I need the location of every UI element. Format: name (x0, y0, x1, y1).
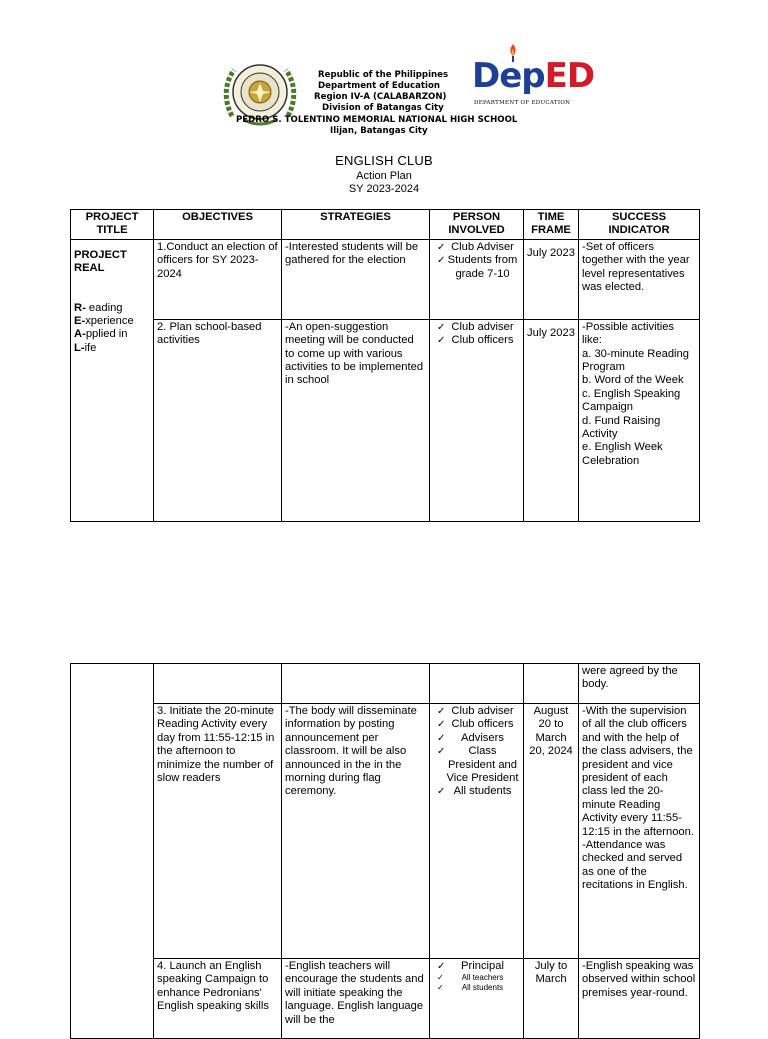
objective-cell (154, 664, 282, 704)
time-value: July 2023 (527, 326, 575, 339)
time-value: July 2023 (527, 246, 575, 259)
person-item: ✓ All students (433, 785, 520, 798)
header-person-involved: PERSON INVOLVED (430, 210, 524, 240)
deped-wordmark-dep: Dep (472, 56, 545, 96)
header-time-frame: TIME FRAME (524, 210, 579, 240)
header-line-address: Ilijan, Batangas City (330, 126, 428, 136)
person-item: ✓ Advisers (433, 732, 520, 745)
document-school-year: SY 2023-2024 (348, 183, 420, 195)
deped-subtitle: DEPARTMENT OF EDUCATION (474, 100, 571, 106)
person-item: ✓ Class President and Vice President (433, 745, 520, 785)
indicator-cell: -With the supervision of all the club officers and with the help of the class advisers, the president and vice president of each class led the 20-minute Reading Activity every 11:55-12:15 in the afternoon. -Attendance was checked and served as one of the recitations in English. (579, 704, 700, 959)
person-item: ✓ Club Adviser (433, 241, 520, 254)
objective-cell: 3. Initiate the 20-minute Reading Activity every day from 11:55-12:15 in the afternoon to minimize the number of slow readers (154, 704, 282, 959)
project-title: PROJECT REAL (74, 248, 127, 275)
acronym-line: R- eading (74, 301, 123, 314)
time-cell: August 20 to March 20, 2024 (524, 704, 579, 959)
strategy-cell: -English teachers will encourage the students and will initiate speaking the language. English language will be the (282, 959, 430, 1039)
header-line-division: Division of Batangas City (322, 103, 444, 113)
indicator-intro: -Possible activities like: (582, 320, 675, 347)
indicator-cell (579, 319, 700, 521)
objective-cell: 2. Plan school-based activities (154, 319, 282, 521)
header-success-indicator: SUCCESS INDICATOR (579, 210, 700, 240)
person-item: ✓ Principal (433, 960, 520, 973)
table-row (71, 959, 700, 1039)
time-cell (524, 664, 579, 704)
header-line-region: Region IV-A (CALABARZON) (314, 92, 447, 102)
table-row (71, 319, 700, 521)
project-acronym (74, 302, 150, 356)
persons-cell (430, 704, 524, 959)
persons-cell (430, 959, 524, 1039)
persons-cell (430, 239, 524, 319)
persons-list (433, 705, 520, 799)
header-objectives: OBJECTIVES (154, 210, 282, 240)
objective-cell: 1.Conduct an election of officers for SY 2023-2024 (154, 239, 282, 319)
persons-cell (430, 319, 524, 521)
indicator-cell: were agreed by the body. (579, 664, 700, 704)
indicator-item: a. 30-minute Reading Program (582, 347, 689, 374)
person-item: ✓ Students from grade 7-10 (433, 254, 520, 281)
document-subtitle: Action Plan (356, 170, 412, 182)
acronym-line: A-pplied in (74, 328, 128, 341)
deped-wordmark-ed: ED (544, 56, 595, 96)
indicator-item: b. Word of the Week (582, 374, 684, 387)
time-cell: July to March (524, 959, 579, 1039)
table-header-row (71, 210, 700, 240)
header-project-title: PROJECT TITLE (71, 210, 154, 240)
acronym-line: L-ife (74, 341, 97, 354)
project-title-cell (71, 664, 154, 1039)
persons-list (433, 321, 520, 348)
strategy-cell: -The body will disseminate information by posting announcement per classroom. It will be also announced in the in the morning during flag ceremony. (282, 704, 430, 959)
header-line-republic: Republic of the Philippines (318, 70, 449, 80)
header-line-department: Department of Education (318, 81, 441, 91)
project-title-cell (71, 239, 154, 521)
indicator-cell: -English speaking was observed within school premises year-round. (579, 959, 700, 1039)
deped-logo (472, 44, 595, 114)
indicator-item: c. English Speaking Campaign (582, 387, 681, 414)
table-row (71, 239, 700, 319)
persons-list-small (433, 973, 520, 993)
deped-wordmark (472, 58, 594, 94)
persons-cell (430, 664, 524, 704)
person-item: ✓ All students (433, 983, 520, 993)
header-strategies: STRATEGIES (282, 210, 430, 240)
acronym-line: E-xperience (74, 315, 134, 328)
indicator-item: d. Fund Raising Activity (582, 414, 661, 441)
person-item: ✓ Club officers (433, 718, 520, 731)
time-cell (524, 239, 579, 319)
person-item: ✓ Club officers (433, 334, 520, 347)
person-item: ✓ All teachers (433, 973, 520, 983)
person-item: ✓ Club adviser (433, 321, 520, 334)
strategy-cell (282, 664, 430, 704)
document-title: ENGLISH CLUB (335, 153, 433, 168)
strategy-cell: -An open-suggestion meeting will be conducted to come up with various activities to be implemented in school (282, 319, 430, 521)
action-plan-table-page-1 (70, 209, 700, 522)
person-item: ✓ Club adviser (433, 705, 520, 718)
indicator-item: e. English Week Celebration (582, 441, 663, 467)
time-cell (524, 319, 579, 521)
letterhead (0, 40, 768, 136)
table-row (71, 664, 700, 704)
objective-cell: 4. Launch an English speaking Campaign to enhance Pedronians' English speaking skills (154, 959, 282, 1039)
header-line-school: PEDRO S. TOLENTINO MEMORIAL NATIONAL HIGH SCHOOL (236, 115, 518, 125)
strategy-cell: -Interested students will be gathered for the election (282, 239, 430, 319)
action-plan-table-page-2 (70, 663, 700, 1039)
persons-list (433, 241, 520, 281)
persons-list (433, 960, 520, 973)
indicator-cell: -Set of officers together with the year level representatives was elected. (579, 239, 700, 319)
table-row (71, 704, 700, 959)
